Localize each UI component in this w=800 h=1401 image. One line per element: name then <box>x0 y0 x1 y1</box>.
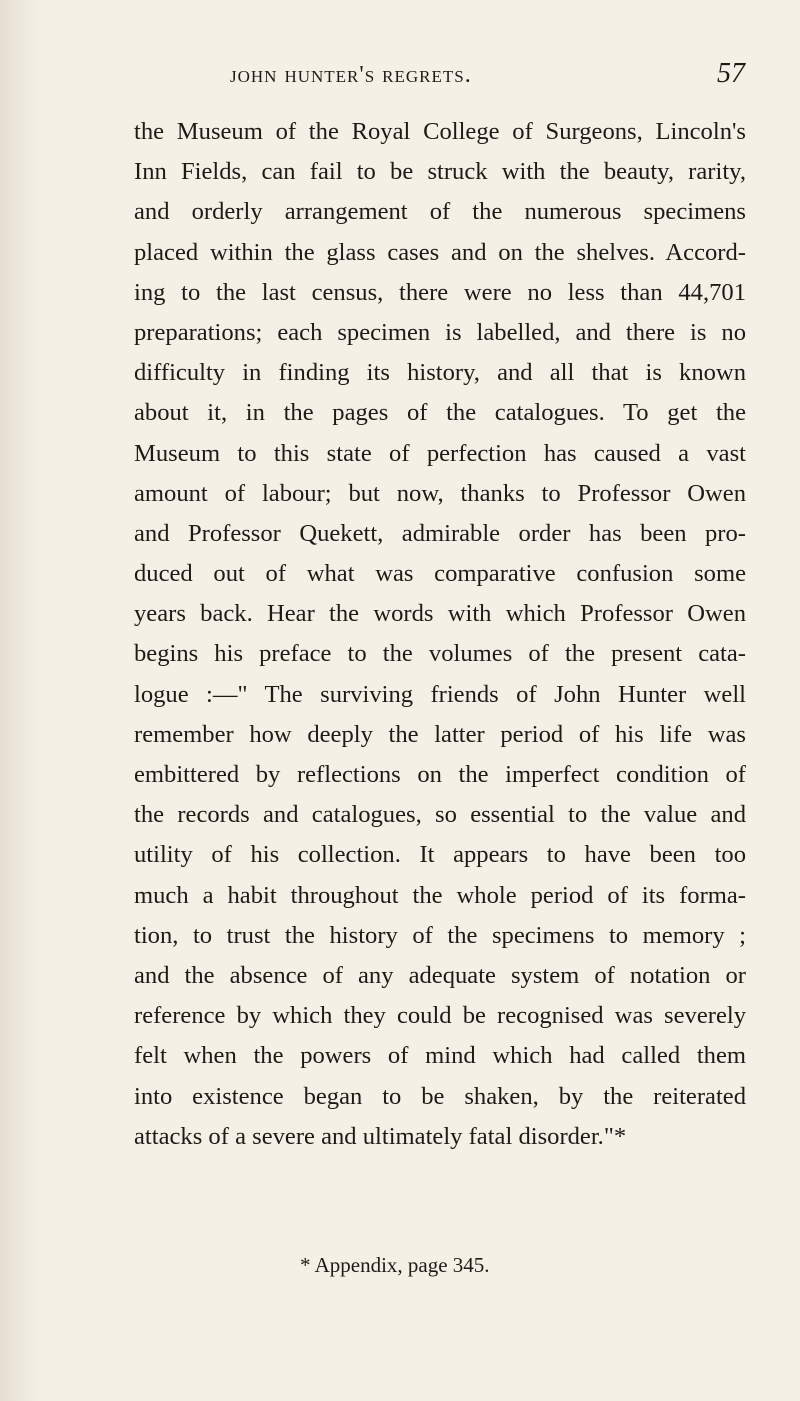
text-line: the records and catalogues, so essential to the value and <box>134 801 746 829</box>
text-line: the Museum of the Royal College of Surgeons, Lincoln's <box>134 118 746 145</box>
text-line: attacks of a severe and ultimately fatal disorder."* <box>134 1122 627 1150</box>
text-line: duced out of what was comparative confusion some <box>134 560 746 588</box>
text-line: begins his preface to the volumes of the present cata- <box>134 640 746 668</box>
text-line: much a habit throughout the whole period of its forma- <box>134 881 746 909</box>
running-title: john hunter's regrets. <box>230 62 472 88</box>
text-line: placed within the glass cases and on the shelves. Accord- <box>134 238 746 266</box>
text-line: remember how deeply the latter period of his life was <box>134 720 746 748</box>
body-text <box>134 112 746 1157</box>
text-line: embittered by reflections on the imperfect condition of <box>134 761 746 788</box>
text-line: preparations; each specimen is labelled, and there is no <box>134 318 746 346</box>
text-line: Inn Fields, can fail to be struck with the beauty, rarity, <box>134 158 746 186</box>
text-line: logue :—" The surviving friends of John Hunter well <box>134 680 746 708</box>
footnote: * Appendix, page 345. <box>300 1253 490 1277</box>
text-line: years back. Hear the words with which Professor Owen <box>134 600 746 628</box>
text-line: reference by which they could be recognised was severely <box>134 1002 746 1030</box>
text-line: Museum to this state of perfection has caused a vast <box>134 439 746 467</box>
text-line: and the absence of any adequate system of notation or <box>134 961 746 989</box>
text-line: utility of his collection. It appears to have been too <box>134 841 746 869</box>
text-line: into existence began to be shaken, by the reiterated <box>134 1082 746 1110</box>
text-line: ing to the last census, there were no less than 44,701 <box>134 278 746 306</box>
running-head <box>130 58 745 102</box>
text-line: felt when the powers of mind which had called them <box>134 1042 746 1070</box>
text-line: difficulty in finding its history, and all that is known <box>134 359 746 387</box>
text-line: and Professor Quekett, admirable order has been pro- <box>134 519 746 547</box>
text-line: about it, in the pages of the catalogues. To get the <box>134 399 746 427</box>
text-line: tion, to trust the history of the specimens to memory ; <box>134 921 746 949</box>
page-number: 57 <box>717 58 745 89</box>
text-line: amount of labour; but now, thanks to Professor Owen <box>134 479 746 507</box>
text-line: and orderly arrangement of the numerous specimens <box>134 198 746 226</box>
